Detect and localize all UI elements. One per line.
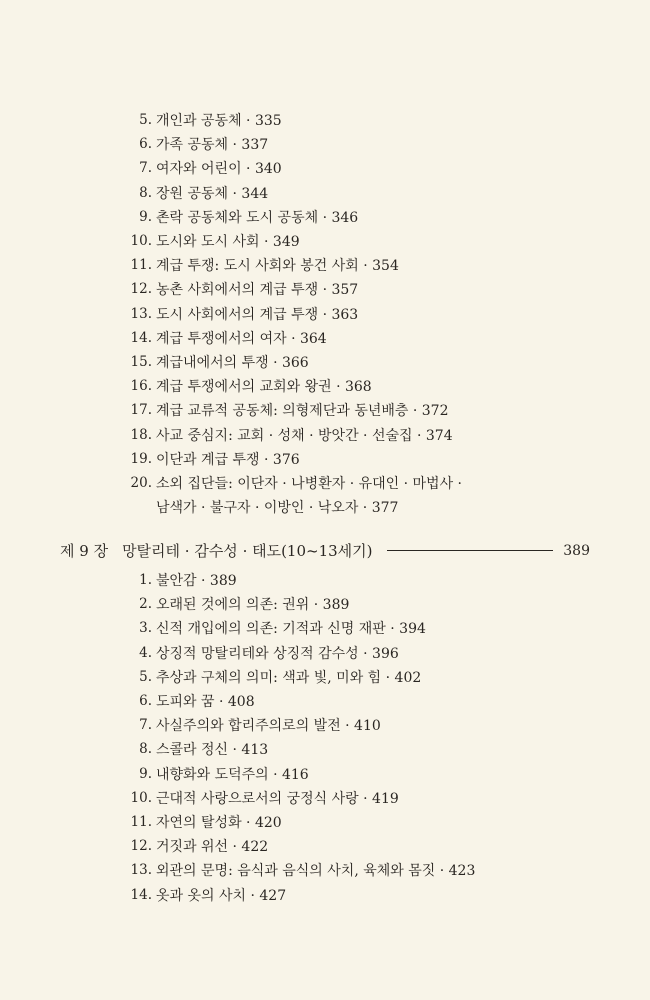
- entry-text: 근대적 사랑으로서의 궁정식 사랑 · 419: [156, 790, 399, 807]
- entry-number: 17.: [130, 402, 152, 419]
- toc-entry: [128, 277, 628, 301]
- entry-text: 사실주의와 합리주의로의 발전 · 410: [156, 718, 381, 735]
- entry-number: 8.: [139, 741, 152, 758]
- entry-number: 13.: [130, 305, 152, 322]
- toc-entry: [128, 689, 628, 713]
- toc-entry: [128, 858, 628, 882]
- entry-text: 도시와 도시 사회 · 349: [156, 234, 300, 251]
- entry-text: 계급 투쟁에서의 여자 · 364: [156, 330, 327, 347]
- entry-number: 11.: [130, 813, 152, 830]
- toc-entry: [128, 156, 628, 180]
- entry-number: 9.: [139, 765, 152, 782]
- entry-text: 도피와 꿈 · 408: [156, 694, 255, 711]
- entry-text: 상징적 망탈리테와 상징적 감수성 · 396: [156, 645, 399, 662]
- toc-entry: [128, 302, 628, 326]
- entry-number: 2.: [139, 596, 152, 613]
- toc-entry: [128, 205, 628, 229]
- entry-text: 계급내에서의 투쟁 · 366: [156, 354, 309, 371]
- entry-text: 소외 집단들: 이단자 · 나병환자 · 유대인 · 마법사 ·: [156, 475, 463, 492]
- entry-text: 농촌 사회에서의 계급 투쟁 · 357: [156, 282, 359, 299]
- toc-entry: [128, 810, 628, 834]
- entry-number: 5.: [139, 668, 152, 685]
- entry-number: 5.: [139, 112, 152, 129]
- entry-text: 불안감 · 389: [156, 573, 237, 590]
- entry-number: 8.: [139, 184, 152, 201]
- section-list-chapter-9: [128, 568, 628, 907]
- entry-number: 6.: [139, 693, 152, 710]
- entry-number: 16.: [130, 378, 152, 395]
- toc-entry: [128, 713, 628, 737]
- toc-entry: [128, 447, 628, 471]
- toc-entry: [128, 834, 628, 858]
- entry-text: 계급 교류적 공동체: 의형제단과 동년배층 · 372: [156, 403, 449, 420]
- entry-text: 신적 개입에의 의존: 기적과 신명 재판 · 394: [156, 621, 426, 638]
- entry-number: 14.: [130, 329, 152, 346]
- toc-entry: [128, 665, 628, 689]
- entry-number: 20.: [130, 474, 152, 491]
- entry-number: 12.: [130, 838, 152, 855]
- entry-text: 장원 공동체 · 344: [156, 185, 269, 202]
- entry-number: 12.: [130, 281, 152, 298]
- toc-entry: [128, 786, 628, 810]
- entry-text: 계급 투쟁: 도시 사회와 봉건 사회 · 354: [156, 258, 399, 275]
- entry-text: 거짓과 위선 · 422: [156, 839, 269, 856]
- chapter-page-number: 389: [563, 542, 590, 559]
- entry-text: 내향화와 도덕주의 · 416: [156, 766, 309, 783]
- entry-number: 18.: [130, 426, 152, 443]
- entry-number: 19.: [130, 450, 152, 467]
- toc-entry: [128, 568, 628, 592]
- toc-entry: [128, 762, 628, 786]
- toc-entry: [128, 592, 628, 616]
- entry-number: 11.: [130, 257, 152, 274]
- toc-entry: [128, 641, 628, 665]
- entry-number: 7.: [139, 160, 152, 177]
- toc-entry: [128, 229, 628, 253]
- entry-text: 촌락 공동체와 도시 공동체 · 346: [156, 209, 359, 226]
- toc-entry: [128, 374, 628, 398]
- toc-entry: [128, 616, 628, 640]
- toc-entry: [128, 108, 628, 132]
- entry-text: 가족 공동체 · 337: [156, 137, 269, 154]
- entry-text: 스콜라 정신 · 413: [156, 742, 269, 759]
- entry-text: 오래된 것에의 의존: 권위 · 389: [156, 597, 350, 614]
- toc-entry: [128, 253, 628, 277]
- section-list-chapter-8: [128, 108, 628, 519]
- entry-text: 자연의 탈성화 · 420: [156, 814, 282, 831]
- toc-entry-continuation: 남색가 · 불구자 · 이방인 · 낙오자 · 377: [156, 500, 399, 517]
- entry-number: 13.: [130, 862, 152, 879]
- entry-number: 7.: [139, 717, 152, 734]
- toc-entry: [128, 181, 628, 205]
- entry-number: 1.: [139, 572, 152, 589]
- entry-text: 추상과 구체의 의미: 색과 빛, 미와 힘 · 402: [156, 669, 422, 686]
- toc-entry: [128, 737, 628, 761]
- chapter-heading: [60, 540, 590, 561]
- chapter-title: 망탈리테 · 감수성 · 태도(10~13세기): [122, 542, 373, 560]
- toc-entry: [128, 471, 628, 495]
- toc-entry: [128, 326, 628, 350]
- entry-text: 개인과 공동체 · 335: [156, 113, 282, 130]
- entry-text: 사교 중심지: 교회 · 성채 · 방앗간 · 선술집 · 374: [156, 427, 453, 444]
- entry-number: 14.: [130, 886, 152, 903]
- chapter-label: 제 9 장: [60, 542, 109, 560]
- entry-number: 15.: [130, 353, 152, 370]
- toc-entry: [128, 422, 628, 446]
- entry-number: 6.: [139, 136, 152, 153]
- entry-number: 10.: [130, 233, 152, 250]
- entry-number: 10.: [130, 789, 152, 806]
- entry-number: 3.: [139, 620, 152, 637]
- entry-text: 도시 사회에서의 계급 투쟁 · 363: [156, 306, 359, 323]
- entry-number: 4.: [139, 644, 152, 661]
- toc-entry: [128, 398, 628, 422]
- entry-text: 이단과 계급 투쟁 · 376: [156, 451, 300, 468]
- leader-rule: [387, 550, 554, 551]
- toc-entry: [128, 132, 628, 156]
- entry-text: 여자와 어린이 · 340: [156, 161, 282, 178]
- entry-text: 외관의 문명: 음식과 음식의 사치, 육체와 몸짓 · 423: [156, 863, 476, 880]
- entry-number: 9.: [139, 208, 152, 225]
- toc-entry: [128, 882, 628, 906]
- entry-text: 계급 투쟁에서의 교회와 왕권 · 368: [156, 379, 372, 396]
- entry-text: 옷과 옷의 사치 · 427: [156, 887, 287, 904]
- toc-entry: [128, 350, 628, 374]
